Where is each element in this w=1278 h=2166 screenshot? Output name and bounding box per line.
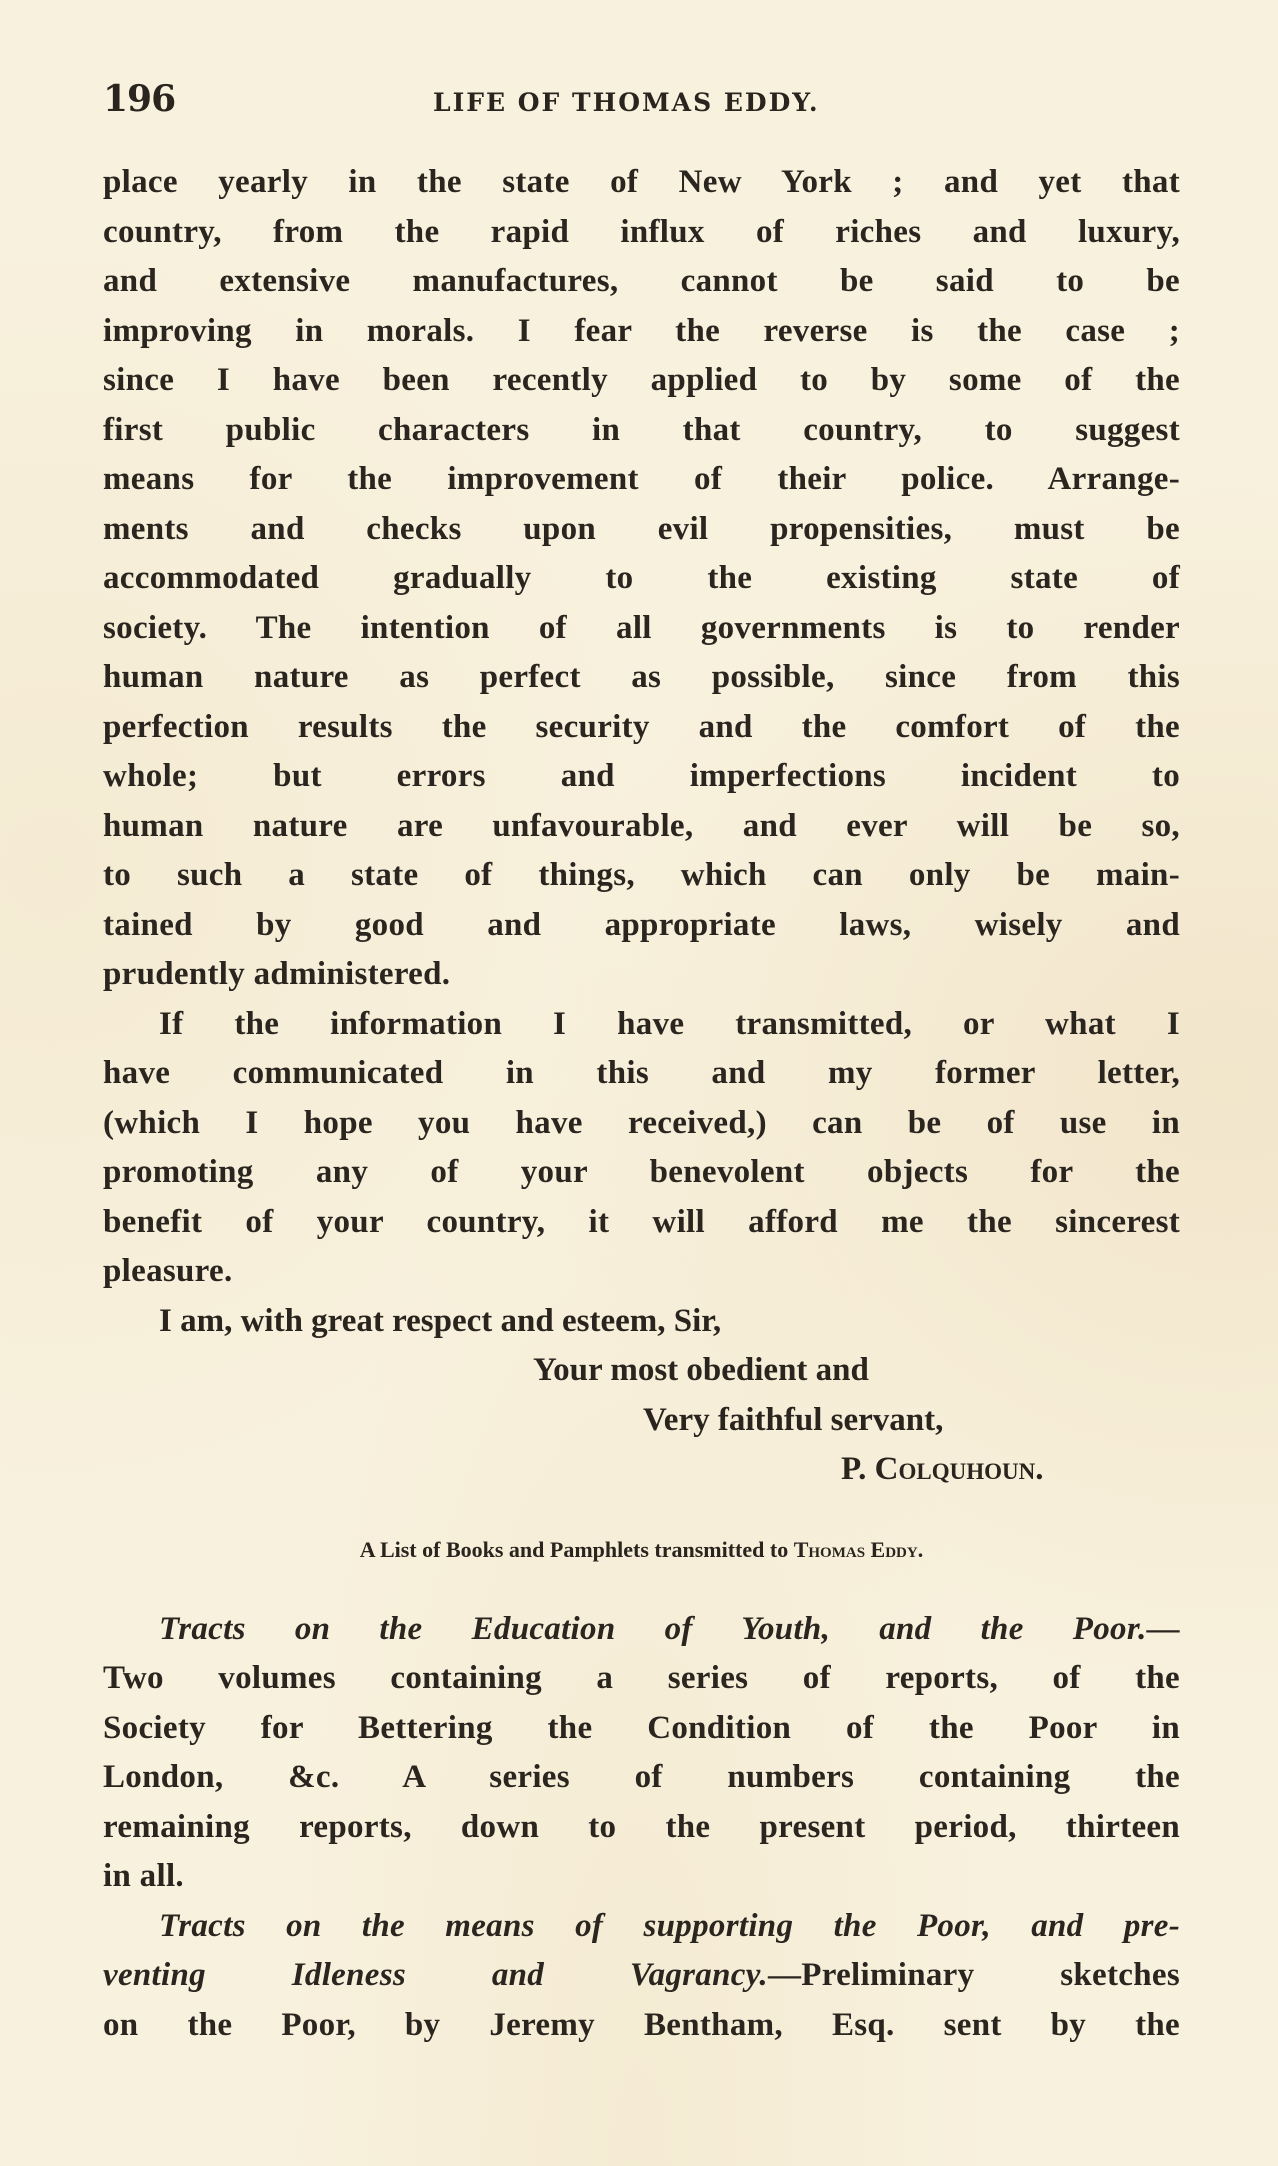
text-line: country, from the rapid influx of riches and luxury, (103, 213, 1180, 250)
running-head (103, 78, 1180, 122)
text-line: tained by good and appropriate laws, wisely and (103, 906, 1180, 943)
text-line: place yearly in the state of New York ; and yet that (103, 164, 1180, 200)
list-heading-prefix: A List of Books and Pamphlets transmitted to (359, 1536, 789, 1562)
running-title: LIFE OF THOMAS EDDY. (433, 88, 820, 117)
closing-line: Very faithful servant, (643, 1401, 944, 1438)
list-heading-name: Thomas Eddy. (793, 1536, 924, 1562)
entry1-title: Tracts on the Education of Youth, and the Poor.— (159, 1610, 1180, 1647)
text-line: since I have been recently applied to by some of the (103, 362, 1180, 398)
entry2-title-line2: venting Idleness and Vagrancy. (103, 1957, 768, 1993)
text-line: ments and checks upon evil propensities, must be (103, 510, 1180, 547)
text-line: If the information I have transmitted, or what I (159, 1005, 1180, 1042)
text-line: remaining reports, down to the present period, thirteen (103, 1808, 1180, 1845)
signature-name: Colquhoun. (874, 1451, 1044, 1487)
list-heading-block (103, 1495, 1180, 1605)
text-line: on the Poor, by Jeremy Bentham, Esq. sent by the (103, 2006, 1180, 2043)
list-heading (103, 1537, 1180, 1563)
text-line: have communicated in this and my former letter, (103, 1055, 1180, 1091)
text-line (103, 1951, 1180, 2001)
text-line: promoting any of your benevolent objects for the (103, 1154, 1180, 1190)
text-line: and extensive manufactures, cannot be said to be (103, 263, 1180, 299)
page-number: 196 (103, 78, 176, 120)
text-line: Society for Bettering the Condition of the Poor in (103, 1709, 1180, 1746)
text-line: in all. (103, 1858, 184, 1894)
text-line: prudently administered. (103, 956, 451, 992)
text-line: accommodated gradually to the existing state of (103, 560, 1180, 596)
entry2-title-line1: Tracts on the means of supporting the Poor, and pre- (159, 1907, 1180, 1944)
text-line: human nature as perfect as possible, since from this (103, 659, 1180, 695)
text-line: means for the improvement of their police. Arrange- (103, 461, 1180, 497)
text-line: pleasure. (103, 1253, 233, 1289)
closing-salutation: I am, with great respect and esteem, Sir, (159, 1302, 722, 1339)
signature (103, 1445, 1180, 1495)
text-line: human nature are unfavourable, and ever will be so, (103, 807, 1180, 844)
entry-title (103, 1902, 1180, 1952)
closing-line: Your most obedient and (533, 1352, 869, 1388)
entry2-description: —Preliminary sketches (767, 1957, 1180, 1993)
text-line: Two volumes containing a series of reports, of the (103, 1660, 1180, 1696)
text-line: to such a state of things, which can only be main- (103, 857, 1180, 893)
text-line: society. The intention of all governments is to render (103, 609, 1180, 646)
text-line: London, &c. A series of numbers containing the (103, 1759, 1180, 1795)
text-line: improving in morals. I fear the reverse is the case ; (103, 312, 1180, 349)
text-line: (which I hope you have received,) can be of use in (103, 1104, 1180, 1141)
entry-title (103, 1605, 1180, 1655)
letter-body (103, 158, 1180, 2050)
signature-initial: P. (841, 1451, 867, 1487)
text-line: perfection results the security and the comfort of the (103, 708, 1180, 745)
text-line: benefit of your country, it will afford me the sincerest (103, 1203, 1180, 1240)
text-line: first public characters in that country, to suggest (103, 411, 1180, 448)
text-line: whole; but errors and imperfections incident to (103, 758, 1180, 794)
